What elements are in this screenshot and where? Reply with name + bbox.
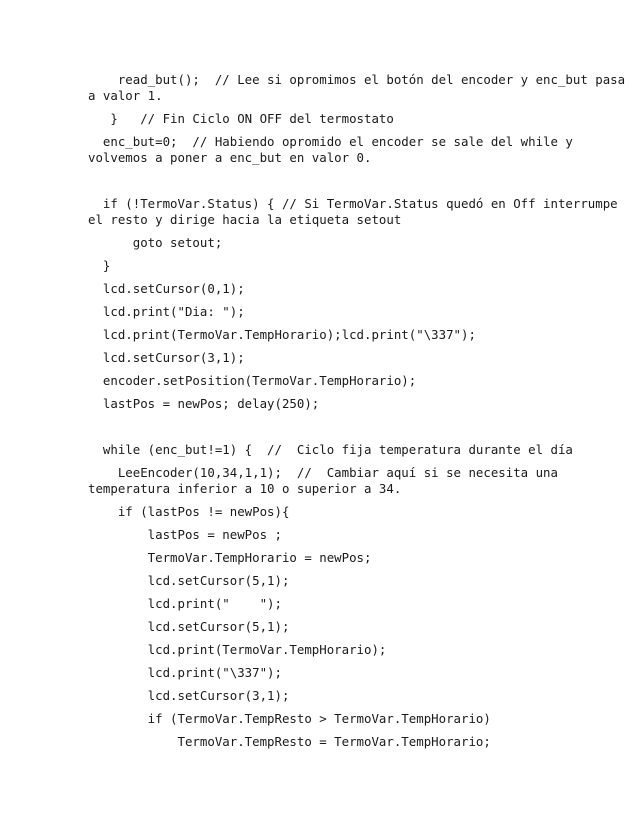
code-line: while (enc_but!=1) { // Ciclo fija temperatura durante el día [88, 442, 573, 457]
code-line: lcd.setCursor(3,1); [88, 350, 245, 365]
code-line: a valor 1. [88, 88, 163, 103]
code-line: temperatura inferior a 10 o superior a 34. [88, 481, 402, 496]
code-line: lcd.print(" "); [88, 596, 282, 611]
code-line: encoder.setPosition(TermoVar.TempHorario); [88, 373, 417, 388]
code-line: } // Fin Ciclo ON OFF del termostato [88, 111, 394, 126]
code-line: lcd.print(TermoVar.TempHorario); [88, 642, 387, 657]
code-line: TermoVar.TempHorario = newPos; [88, 550, 372, 565]
code-line: el resto y dirige hacia la etiqueta setout [88, 212, 402, 227]
code-line: lcd.setCursor(3,1); [88, 688, 290, 703]
code-line: lastPos = newPos ; [88, 527, 282, 542]
code-line: goto setout; [88, 235, 223, 250]
code-line: if (TermoVar.TempResto > TermoVar.TempHorario) [88, 711, 491, 726]
code-line: lastPos = newPos; delay(250); [88, 396, 320, 411]
code-line: lcd.setCursor(5,1); [88, 573, 290, 588]
code-line: enc_but=0; // Habiendo opromido el encoder se sale del while y [88, 134, 573, 149]
code-line: if (lastPos != newPos){ [88, 504, 290, 519]
code-line: lcd.setCursor(5,1); [88, 619, 290, 634]
code-line: TermoVar.TempResto = TermoVar.TempHorario; [88, 734, 491, 749]
code-line: if (!TermoVar.Status) { // Si TermoVar.Status quedó en Off interrumpe [88, 196, 618, 211]
code-line: read_but(); // Lee si opromimos el botón del encoder y enc_but pasa [88, 72, 626, 87]
code-line: lcd.setCursor(0,1); [88, 281, 245, 296]
code-line: lcd.print("Dia: "); [88, 304, 245, 319]
code-line: lcd.print(TermoVar.TempHorario);lcd.print("\337"); [88, 327, 476, 342]
code-line: LeeEncoder(10,34,1,1); // Cambiar aquí si se necesita una [88, 465, 558, 480]
code-line: volvemos a poner a enc_but en valor 0. [88, 150, 372, 165]
code-line: lcd.print("\337"); [88, 665, 282, 680]
code-line: } [88, 258, 111, 273]
